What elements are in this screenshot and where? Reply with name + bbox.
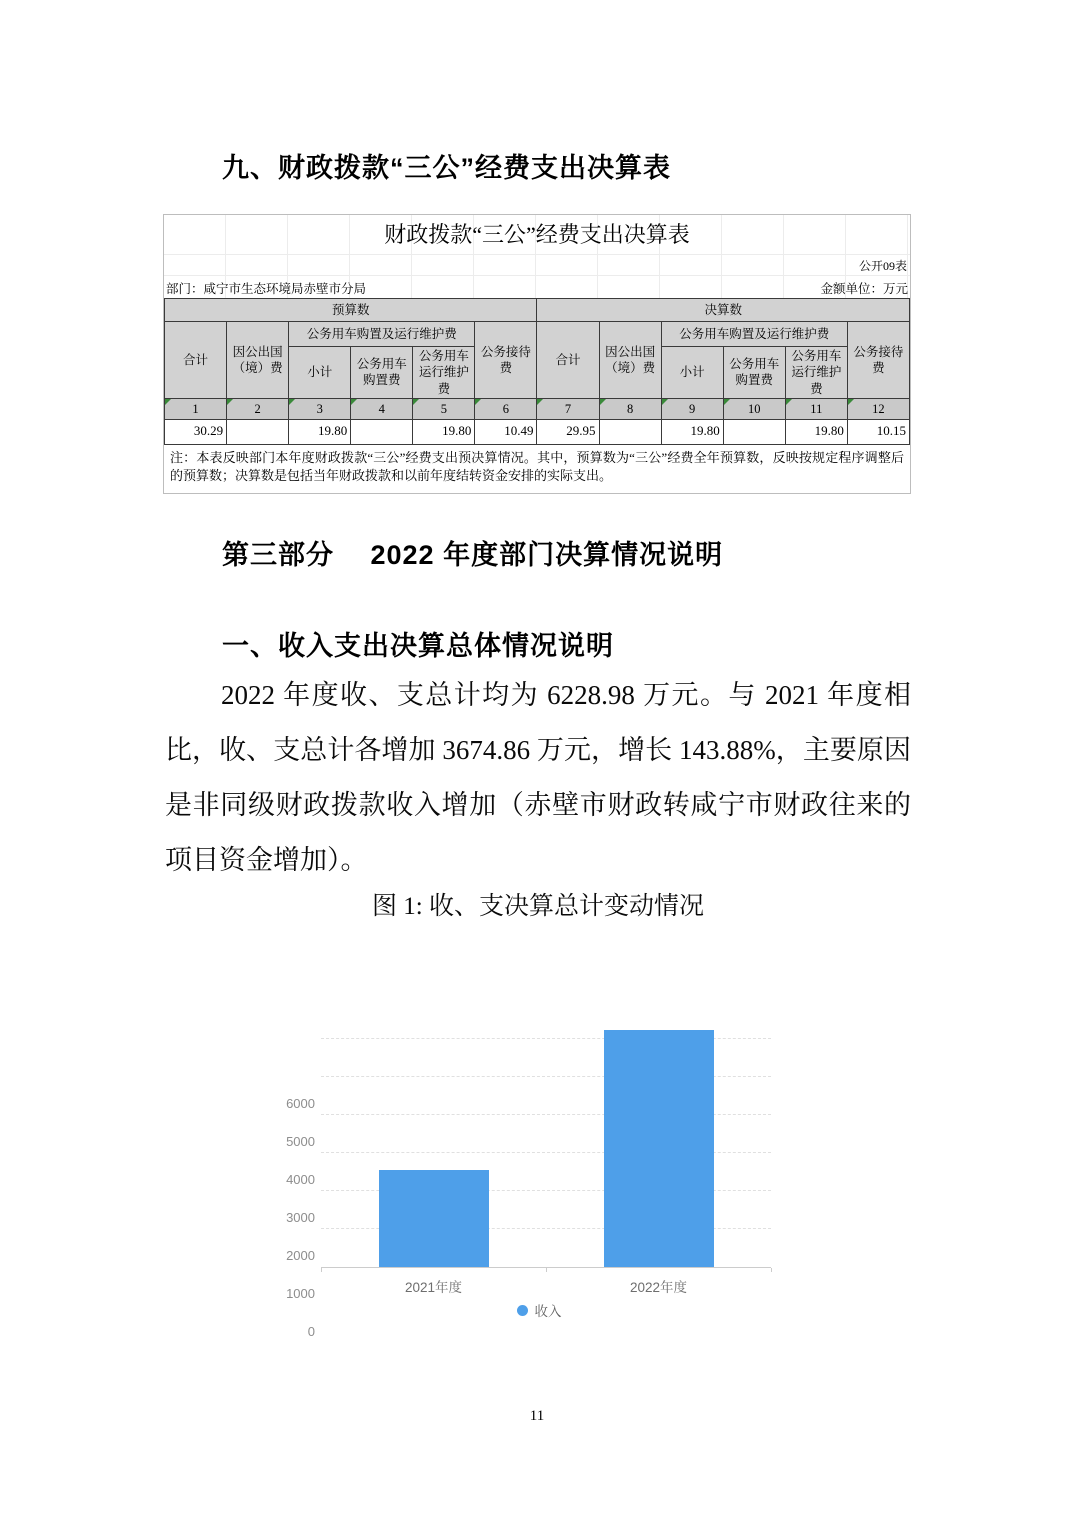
y-axis-tick-label: 5000 [286,1134,315,1149]
x-axis-tick [771,1268,772,1272]
value-cell: 19.80 [661,419,723,444]
excel-flag-icon [786,399,792,405]
value-cell: 19.80 [785,419,847,444]
hdr-budget-reception: 公务接待费 [475,322,537,399]
bar-2022年度 [604,1030,714,1267]
excel-flag-icon [351,399,357,405]
table-group-row [165,299,910,322]
excel-flag-icon [537,399,543,405]
table-value-row [165,419,910,444]
part3-heading: 第三部分 2022 年度部门决算情况说明 [222,540,724,570]
x-axis-tick [546,1268,547,1272]
excel-flag-icon [662,399,668,405]
value-cell: 30.29 [165,419,227,444]
table-sheet-label: 公开09表 [164,255,910,276]
excel-flag-icon [413,399,419,405]
section9-heading: 九、财政拨款“三公”经费支出决算表 [222,153,671,183]
y-axis-tick-label: 1000 [286,1286,315,1301]
y-axis-tick-label: 4000 [286,1172,315,1187]
excel-flag-icon [724,399,730,405]
col-number: 6 [475,398,537,419]
x-axis-label: 2021年度 [404,1280,463,1295]
table-header-row-1 [165,322,910,347]
page-number: 11 [529,1408,545,1424]
value-cell [351,419,413,444]
bar-2021年度 [379,1170,489,1267]
col-number: 11 [785,398,847,419]
table-colnumber-row [165,398,910,419]
hdr-final-reception: 公务接待费 [847,322,909,399]
hdr-final-vehicle-maintain: 公务用车运行维护费 [785,347,847,399]
value-cell: 19.80 [289,419,351,444]
chart-plot [321,1000,771,1268]
value-cell [599,419,661,444]
hdr-budget-vehicle-purchase: 公务用车购置费 [351,347,413,399]
col-number: 4 [351,398,413,419]
table-meta-row [164,276,910,298]
excel-flag-icon [848,399,854,405]
table-grid [164,298,910,445]
group-budget: 预算数 [165,299,537,322]
excel-flag-icon [227,399,233,405]
excel-flag-icon [165,399,171,405]
col-number: 5 [413,398,475,419]
value-cell [227,419,289,444]
value-cell: 10.15 [847,419,909,444]
hdr-budget-vehicle-subtotal: 小计 [289,347,351,399]
excel-flag-icon [289,399,295,405]
col-number: 12 [847,398,909,419]
y-axis-tick-label: 0 [307,1324,315,1339]
hdr-budget-abroad: 因公出国（境）费 [227,322,289,399]
hdr-final-vehicle-subtotal: 小计 [661,347,723,399]
hdr-final-total: 合计 [537,322,599,399]
hdr-final-vehicle-purchase: 公务用车购置费 [723,347,785,399]
col-number: 2 [227,398,289,419]
table-department: 部门：咸宁市生态环境局赤壁市分局 [166,282,367,296]
table-note: 注：本表反映部门本年度财政拨款“三公”经费支出预决算情况。其中，预算数为“三公”经费全年预算数，反映按规定程序调整后的预算数；决算数是包括当年财政拨款和以前年度结转资金安排的实际支出。 [170,449,904,484]
excel-flag-icon [475,399,481,405]
x-axis-tick [321,1268,322,1272]
value-cell: 29.95 [537,419,599,444]
excel-flag-icon [600,399,606,405]
value-cell [723,419,785,444]
figure1-caption: 图 1: 收、支决算总计变动情况 [372,893,704,920]
hdr-budget-vehicle-maintain: 公务用车运行维护费 [413,347,475,399]
value-cell: 10.49 [475,419,537,444]
y-axis-tick-label: 2000 [286,1248,315,1263]
hdr-budget-total: 合计 [165,322,227,399]
chart-legend [283,1300,795,1320]
col-number: 8 [599,398,661,419]
sangong-table [163,214,911,494]
group-final: 决算数 [537,299,910,322]
body-paragraph: 2022 年度收、支总计均为 6228.98 万元。与 2021 年度相比，收、支总计各增加 3674.86 万元，增长 143.88%，主要原因是非同级财政拨款收入增加（赤壁市财政转咸宁市财政往来的项目资金增加）。 [165,680,911,875]
col-number: 3 [289,398,351,419]
y-axis-tick-label: 6000 [286,1096,315,1111]
col-number: 7 [537,398,599,419]
figure1-bar-chart [283,1000,795,1339]
hdr-budget-vehicle: 公务用车购置及运行维护费 [289,322,475,347]
col-number: 9 [661,398,723,419]
col-number: 1 [165,398,227,419]
legend-dot-icon [517,1305,528,1316]
part3-sub1-heading: 一、收入支出决算总体情况说明 [222,631,614,661]
table-unit: 金额单位：万元 [820,282,908,296]
hdr-final-vehicle: 公务用车购置及运行维护费 [661,322,847,347]
y-axis-tick-label: 3000 [286,1210,315,1225]
legend-label: 收入 [534,1304,562,1319]
table-title: 财政拨款“三公”经费支出决算表 [164,215,910,255]
hdr-final-abroad: 因公出国（境）费 [599,322,661,399]
value-cell: 19.80 [413,419,475,444]
col-number: 10 [723,398,785,419]
x-axis-label: 2022年度 [629,1280,688,1295]
